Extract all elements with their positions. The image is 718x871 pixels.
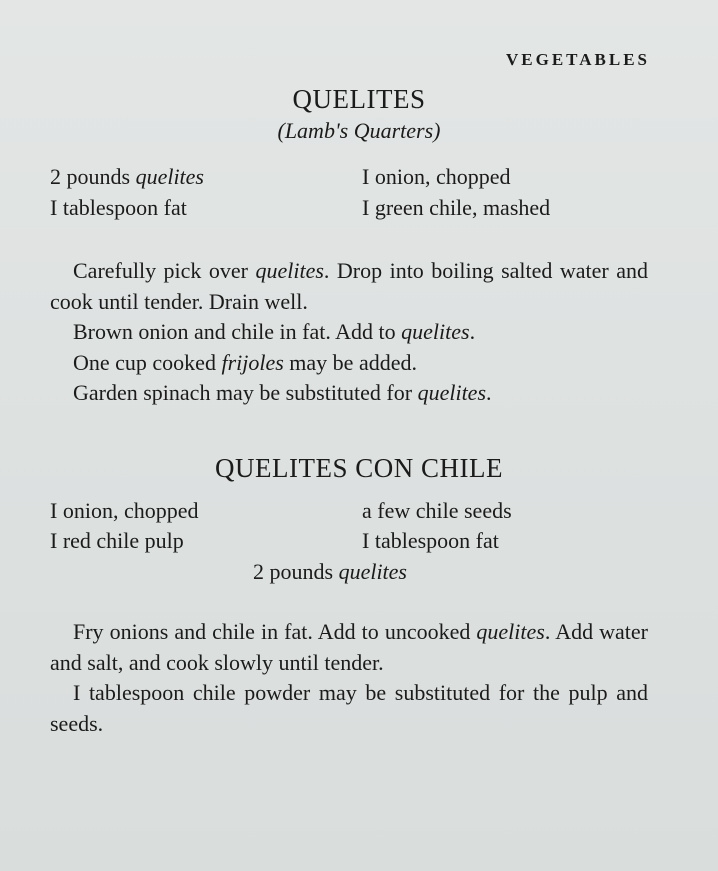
instruction-paragraph [50,378,648,409]
ingredient-text: green chile, mashed [374,195,551,220]
ingredient-item: quelites [135,164,204,189]
instruction-text: may be added. [283,349,417,375]
ingredient-line [50,498,198,524]
ingredient-text: tablespoon fat [62,195,187,220]
ingredient-line [50,528,184,554]
recipe-subtitle: (Lamb's Quarters) [277,118,441,143]
instruction-text: Garden spinach may be substituted for [73,380,418,405]
instruction-italic: quelites [401,319,470,344]
ingredient-text: pounds [66,164,131,189]
ingredient-line [362,498,512,524]
ingredient-qty: 2 [50,164,61,189]
instruction-paragraph [50,678,648,739]
instruction-paragraph [50,617,648,678]
instruction-paragraph [50,317,648,348]
recipe-title-quelites: QUELITES [292,84,426,114]
instruction-text: I tablespoon chile powder may be substituted for the pulp and seeds. [50,680,648,736]
instruction-italic: quelites [417,380,487,405]
instruction-italic: quelites [255,258,324,283]
instruction-italic: frijoles [221,349,284,375]
ingredient-item: quelites [338,559,407,584]
instruction-paragraph [50,348,648,379]
ingredient-text: onion, chopped [374,164,511,189]
ingredient-qty: I [362,528,370,553]
ingredient-line [362,528,499,554]
ingredient-text: tablespoon fat [374,528,499,553]
ingredient-line [362,164,510,190]
recipe-instructions [50,617,648,739]
instruction-text: . [486,380,492,405]
instruction-paragraph [50,256,648,317]
instruction-italic: quelites [476,619,545,644]
ingredient-qty: I [362,195,370,220]
instruction-text: . Add water and salt, and cook slowly until tender. [50,619,649,675]
ingredient-qty: I [50,528,58,553]
ingredient-text: a few chile seeds [362,498,512,523]
instruction-text: . Drop into boiling salted water and cook until tender. Drain well. [50,258,648,314]
ingredient-line [50,164,204,190]
instruction-text: . [469,319,476,344]
ingredient-qty: I [50,498,58,523]
instruction-text: Carefully pick over [73,258,256,283]
ingredient-qty: I [362,164,370,189]
ingredient-text: red chile pulp [62,528,184,553]
ingredient-qty: 2 [253,559,264,584]
recipe-title-quelites-con-chile: QUELITES CON CHILE [215,453,503,483]
section-header: VEGETABLES [505,50,650,69]
ingredient-line [50,195,187,221]
ingredient-line [362,195,550,221]
instruction-text: Brown onion and chile in fat. Add to [73,319,402,344]
ingredient-text: onion, chopped [62,498,199,523]
ingredient-qty: I [50,195,58,220]
recipe-instructions [50,256,648,409]
instruction-text: Fry onions and chile in fat. Add to uncooked [73,619,477,644]
instruction-text: One cup cooked [73,349,222,375]
ingredient-text: pounds [269,559,334,584]
ingredient-line [253,559,407,585]
